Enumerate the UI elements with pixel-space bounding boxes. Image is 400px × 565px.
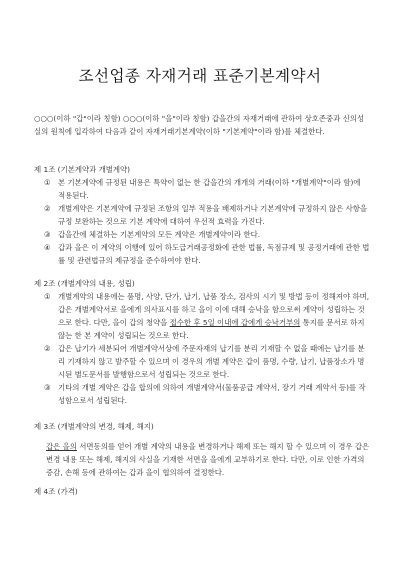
article-4 [34, 485, 370, 498]
item-text: 갑은 납기가 세분되어 개별계약서상에 주문자재의 납기를 분리 기재할 수 없을 때에는 납기를 분리 기재하지 않고 발주할 수 있으며 이 경우의 개별 계약은 갑이 품명, 수량, 납기, 납품장소가 명시된 별도문서를 발행함으로서 성립되는 것으로 한다. [58, 344, 365, 379]
item-text: 갑과 을은 이 계약의 이행에 있어 하도급거래공정화에 관한 법률, 독점규제 및 공정거래에 관한 법률 및 관련법규의 제규정을 준수하여야 한다. [58, 243, 370, 265]
item-number: ① [44, 178, 51, 187]
article-2 [34, 277, 370, 407]
item-text: 본 기본계약에 규정된 내용은 특약이 없는 한 갑을간의 개개의 거래(이하 "개별계약"이라 함)에 적용된다. [58, 178, 361, 200]
item-number: ④ [44, 243, 51, 252]
item-text-continued: 통지를 문서로 하지 않는 한 본 계약이 성립되는 것으로 한다. [58, 318, 365, 340]
underlined-text: 갑은 을의 [46, 442, 77, 452]
article-1-title: 제 1조 (기본계약과 개별계약) [34, 165, 131, 174]
underlined-text: 접수한 후 5일 이내에 갑에게 승낙거부의 [169, 318, 301, 327]
item-number: ③ [44, 383, 51, 392]
article-4-title: 제 4조 (가격) [34, 487, 78, 496]
article-1 [34, 163, 370, 267]
article-3-text: 서면동의를 얻어 개별 계약의 내용을 변경하거나 해제 또는 해지 할 수 있으며 이 경우 갑은 변경 내용 또는 해제, 해지의 사실을 기재한 서면을 을에게 교부하기로 한다. 다만, 이로 인한 가격의 증감, 손해 등에 관하여는 갑과 을이 협의하여 결정한다. [46, 442, 370, 478]
article-3-title: 제 3조 (개별계약의 변경, 해제, 해지) [34, 422, 154, 431]
article-1-item-2 [34, 202, 370, 228]
item-text: 갑을간에 체결하는 기본계약의 모든 계약은 개별계약이라 한다. [58, 230, 261, 239]
item-number: ② [44, 204, 51, 213]
intro-paragraph: ○○○(이하 "갑"이라 칭함) ○○○(이하 "을"이라 칭함) 갑을간의 자재거래에 관하여 상호존중과 신의성실의 원칙에 입각하여 다음과 같이 자재거래기본계약(이하 "기본계약"이라 함)를 체결한다. [34, 114, 365, 137]
item-text: 기타의 개별 계약은 갑을 합의에 의하여 개별계약서(물품공급 계약서, 장기 거래 계약서 등)를 작성함으로서 성립된다. [58, 383, 366, 405]
item-text: 개별계약은 기본계약에 규정된 조항의 일부 적용을 배제하거나 기본계약에 규정하지 않은 사항을 규정 보완하는 것으로 기본 계약에 대하여 우선적 효력을 가진다. [58, 204, 368, 226]
document-title: 조선업종 자재거래 표준기본계약서 [78, 67, 322, 85]
article-1-item-1 [34, 176, 370, 202]
item-number: ① [44, 292, 51, 301]
item-number: ② [44, 344, 51, 353]
article-2-item-3 [34, 381, 370, 407]
item-text: 개별계약의 내용에는 품명, 사양, 단가, 납기, 납품 장소, 검사의 시기 및 방법 등이 정해져야 하며, 갑은 개별계약서로 을에게 의사표시를 하고 을이 이에 대해 승낙을 함으로써 계약이 성립하는 것으로 한다. 다만, 을이 갑의 청약을 [58, 292, 370, 327]
article-3-body [34, 440, 370, 479]
article-1-item-4 [34, 241, 370, 267]
article-3 [34, 420, 370, 487]
item-number: ③ [44, 230, 51, 239]
article-2-title: 제 2조 (개별계약의 내용, 성립) [34, 279, 135, 288]
article-1-item-3 [34, 228, 370, 241]
article-2-item-1 [34, 290, 370, 342]
article-2-item-2 [34, 342, 370, 381]
